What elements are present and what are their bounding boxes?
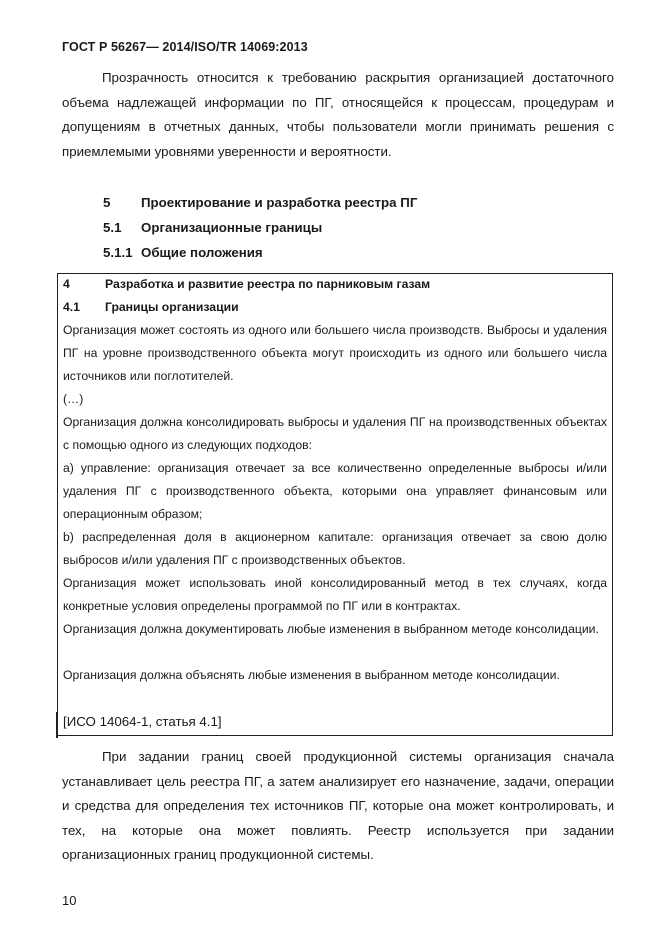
quote-paragraph-3: a) управление: организация отвечает за все количественно определенные выбросы и/или удаления ПГ с производственного объекта, которыми она управляет финансовым или операционным образом;: [63, 461, 607, 521]
quoted-standard-box: [57, 273, 613, 736]
quote-heading-number: 4: [63, 277, 70, 291]
quote-reference: [ИСО 14064-1, статья 4.1]: [63, 714, 222, 729]
section-heading-5-1-1: [103, 245, 263, 260]
quote-paragraph-6: Организация должна документировать любые изменения в выбранном методе консолидации.: [63, 622, 599, 636]
section-heading-5-1: [103, 220, 322, 235]
quote-heading-number: 4.1: [63, 300, 80, 314]
quote-paragraph-1: Организация может состоять из одного или большего числа производств. Выбросы и удаления ПГ на уровне производственного объекта могут происходить из одного или большего числа источников или поглотителей.: [63, 323, 607, 383]
quote-paragraph-4: b) распределенная доля в акционерном капитале: организация отвечает за свою долю выбросов и/или удаления ПГ с производственных объектов.: [63, 530, 607, 567]
quote-paragraph-2: Организация должна консолидировать выбросы и удаления ПГ на производственных объектах с помощью одного из следующих подходов:: [63, 415, 607, 452]
final-paragraph: При задании границ своей продукционной системы организация сначала устанавливает цель реестра ПГ, а затем анализирует его назначение, задачи, операции и средства для определения тех источников ПГ, которые она может контролировать, и тех, на которые она может повлиять. Реестр используется при задании организационных границ продукционной системы.: [62, 749, 614, 863]
section-number: 5: [103, 195, 111, 210]
section-heading-5: [103, 195, 417, 210]
quote-heading-4-1: [63, 296, 607, 319]
page-number: 10: [62, 893, 77, 908]
section-number: 5.1: [103, 220, 122, 235]
quote-ellipsis: (…): [63, 392, 84, 406]
quote-heading-title: Разработка и развитие реестра по парниковым газам: [105, 277, 431, 291]
intro-paragraph: Прозрачность относится к требованию раскрытия организацией достаточного объема надлежащей информации по ПГ, относящейся к процессам, процедурам и допущениям в отчетных данных, чтобы пользователи могли принимать решения с приемлемыми уровнями уверенности и вероятности.: [62, 70, 614, 159]
quote-heading-4: [63, 273, 607, 296]
section-number: 5.1.1: [103, 245, 133, 260]
quote-heading-title: Границы организации: [105, 300, 239, 314]
section-title: Общие положения: [141, 245, 263, 260]
document-header: ГОСТ Р 56267— 2014/ISO/TR 14069:2013: [62, 40, 308, 54]
quote-paragraph-5: Организация может использовать иной консолидированный метод в тех случаях, когда конкретные условия определены программой по ПГ или в контрактах.: [63, 576, 607, 613]
quote-paragraph-7: Организация должна объяснять любые изменения в выбранном методе консолидации.: [63, 668, 560, 682]
section-title: Организационные границы: [141, 220, 323, 235]
section-title: Проектирование и разработка реестра ПГ: [141, 195, 418, 210]
